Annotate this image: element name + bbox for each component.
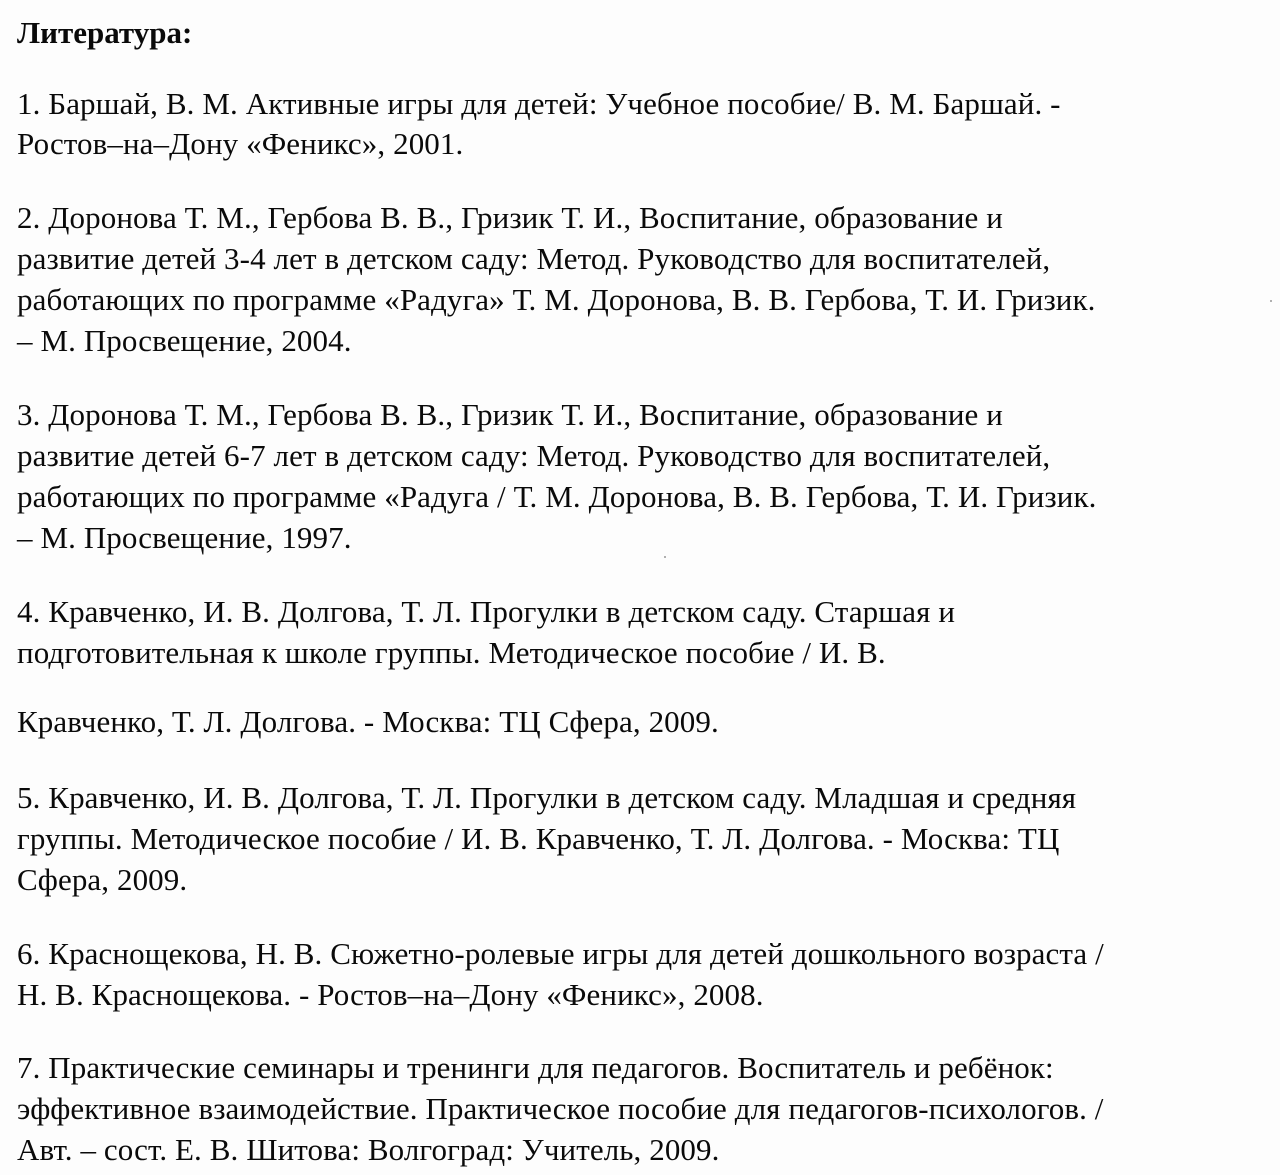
entry-4-line-1: 4. Кравченко, И. В. Долгова, Т. Л. Прогулки в детском саду. Старшая и [17, 594, 956, 629]
entry-7-line-3: Авт. – сост. Е. В. Шитова: Волгоград: Учитель, 2009. [17, 1132, 720, 1167]
entry-3-line-4: – М. Просвещение, 1997. [17, 520, 352, 555]
page-title: Литература: [17, 15, 193, 50]
entry-1-line-1: 1. Баршай, В. М. Активные игры для детей: Учебное пособие/ В. М. Баршай. - [17, 86, 1061, 121]
entry-4-line-2: подготовительная к школе группы. Методическое пособие / И. В. [17, 635, 886, 670]
scan-speck [1270, 300, 1272, 302]
entry-3-line-1: 3. Доронова Т. М., Гербова В. В., Гризик Т. И., Воспитание, образование и [17, 397, 1003, 432]
entry-5-line-1: 5. Кравченко, И. В. Долгова, Т. Л. Прогулки в детском саду. Младшая и средняя [17, 780, 1077, 815]
entry-1-line-2: Ростов–на–Дону «Феникс», 2001. [17, 126, 464, 161]
scan-speck [664, 556, 666, 558]
entry-7-line-1: 7. Практические семинары и тренинги для педагогов. Воспитатель и ребёнок: [17, 1050, 1054, 1085]
entry-5-line-2: группы. Методическое пособие / И. В. Кравченко, Т. Л. Долгова. - Москва: ТЦ [17, 821, 1060, 856]
entry-2-line-4: – М. Просвещение, 2004. [17, 323, 352, 358]
entry-3-line-3: работающих по программе «Радуга / Т. М. Доронова, В. В. Гербова, Т. И. Гризик. [17, 479, 1097, 514]
entry-7-line-2: эффективное взаимодействие. Практическое пособие для педагогов-психологов. / [17, 1091, 1104, 1126]
entry-6-line-2: Н. В. Краснощекова. - Ростов–на–Дону «Феникс», 2008. [17, 977, 764, 1012]
entry-6-line-1: 6. Краснощекова, Н. В. Сюжетно-ролевые игры для детей дошкольного возраста / [17, 936, 1104, 971]
entry-2-line-1: 2. Доронова Т. М., Гербова В. В., Гризик Т. И., Воспитание, образование и [17, 200, 1003, 235]
entry-4-line-3: Кравченко, Т. Л. Долгова. - Москва: ТЦ Сфера, 2009. [17, 704, 719, 739]
entry-2-line-2: развитие детей 3-4 лет в детском саду: Метод. Руководство для воспитателей, [17, 241, 1051, 276]
entry-5-line-3: Сфера, 2009. [17, 862, 188, 897]
entry-3-line-2: развитие детей 6-7 лет в детском саду: Метод. Руководство для воспитателей, [17, 438, 1051, 473]
entry-2-line-3: работающих по программе «Радуга» Т. М. Доронова, В. В. Гербова, Т. И. Гризик. [17, 282, 1096, 317]
